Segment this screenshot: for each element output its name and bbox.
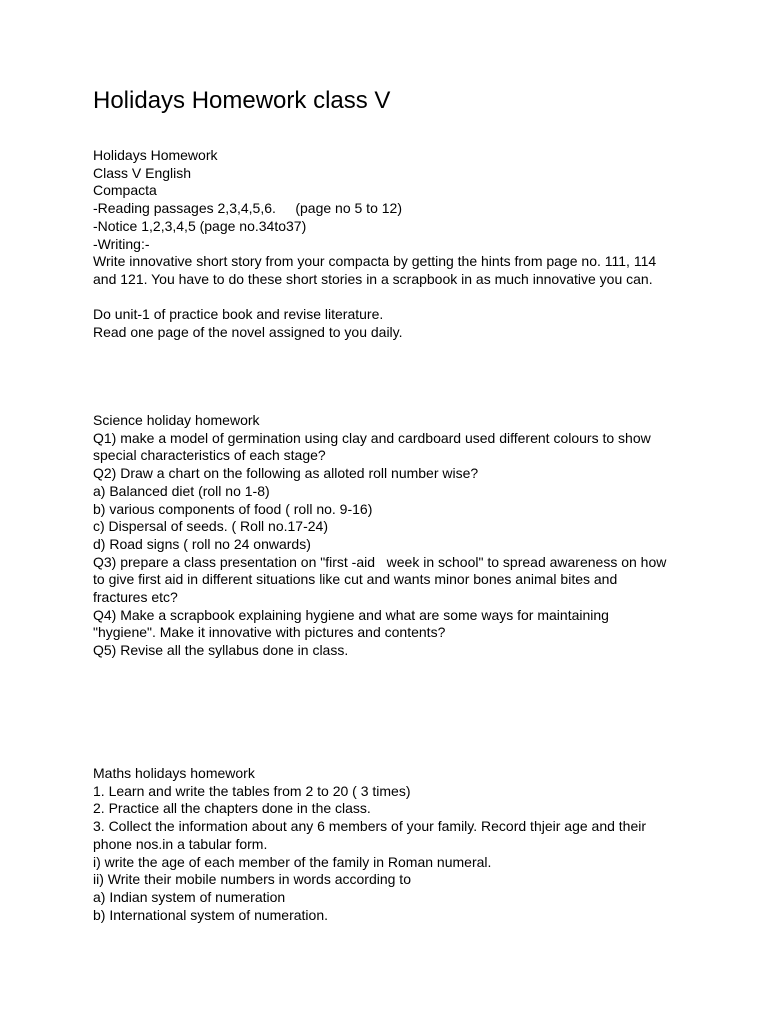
text-line: 2. Practice all the chapters done in the class. xyxy=(93,800,371,817)
maths-section xyxy=(93,765,693,924)
text-line: Read one page of the novel assigned to you daily. xyxy=(93,324,403,341)
science-section xyxy=(93,412,693,660)
text-line: a) Indian system of numeration xyxy=(93,888,286,905)
text-line: Q5) Revise all the syllabus done in class. xyxy=(93,642,349,659)
text-line: Do unit-1 of practice book and revise literature. xyxy=(93,306,384,323)
text-line: Maths holidays homework xyxy=(93,765,255,781)
text-line: Holidays Homework xyxy=(93,147,218,163)
text-line: -Reading passages 2,3,4,5,6. (page no 5 to 12) xyxy=(93,200,402,217)
text-line: Compacta xyxy=(93,182,157,199)
text-line: Science holiday homework xyxy=(93,412,260,428)
text-line: ii) Write their mobile numbers in words according to xyxy=(93,871,411,888)
text-line: Write innovative short story from your compacta by getting the hints from page no. 111, 114 xyxy=(93,253,657,270)
text-line: to give first aid in different situations like cut and wants minor bones animal bites and xyxy=(93,571,618,588)
text-line: Q1) make a model of germination using clay and cardboard used different colours to show xyxy=(93,429,651,446)
text-line: "hygiene". Make it innovative with pictures and contents? xyxy=(93,624,446,641)
text-line: c) Dispersal of seeds. ( Roll no.17-24) xyxy=(93,518,328,535)
text-line: i) write the age of each member of the family in Roman numeral. xyxy=(93,853,492,870)
text-line: b) various components of food ( roll no. 9-16) xyxy=(93,500,373,517)
text-line: 1. Learn and write the tables from 2 to 20 ( 3 times) xyxy=(93,782,411,799)
english-section xyxy=(93,147,693,342)
text-line: and 121. You have to do these short stories in a scrapbook in as much innovative you can. xyxy=(93,270,653,287)
text-line: phone nos.in a tabular form. xyxy=(93,835,268,852)
text-line: special characteristics of each stage? xyxy=(93,447,326,464)
text-line: d) Road signs ( roll no 24 onwards) xyxy=(93,535,311,552)
text-line: Class V English xyxy=(93,164,192,181)
document-title: Holidays Homework class V xyxy=(93,87,391,114)
text-line: Q4) Make a scrapbook explaining hygiene and what are some ways for maintaining xyxy=(93,606,609,623)
text-line: -Writing:- xyxy=(93,235,150,252)
text-line: fractures etc? xyxy=(93,589,178,606)
text-line: Q3) prepare a class presentation on "first -aid week in school" to spread awareness on how xyxy=(93,553,667,570)
text-line: b) International system of numeration. xyxy=(93,906,329,923)
text-line: -Notice 1,2,3,4,5 (page no.34to37) xyxy=(93,217,307,234)
text-line: a) Balanced diet (roll no 1-8) xyxy=(93,482,270,499)
text-line: Q2) Draw a chart on the following as alloted roll number wise? xyxy=(93,465,479,482)
text-line: 3. Collect the information about any 6 members of your family. Record thjeir age and their xyxy=(93,818,647,835)
blank-line xyxy=(93,289,693,307)
